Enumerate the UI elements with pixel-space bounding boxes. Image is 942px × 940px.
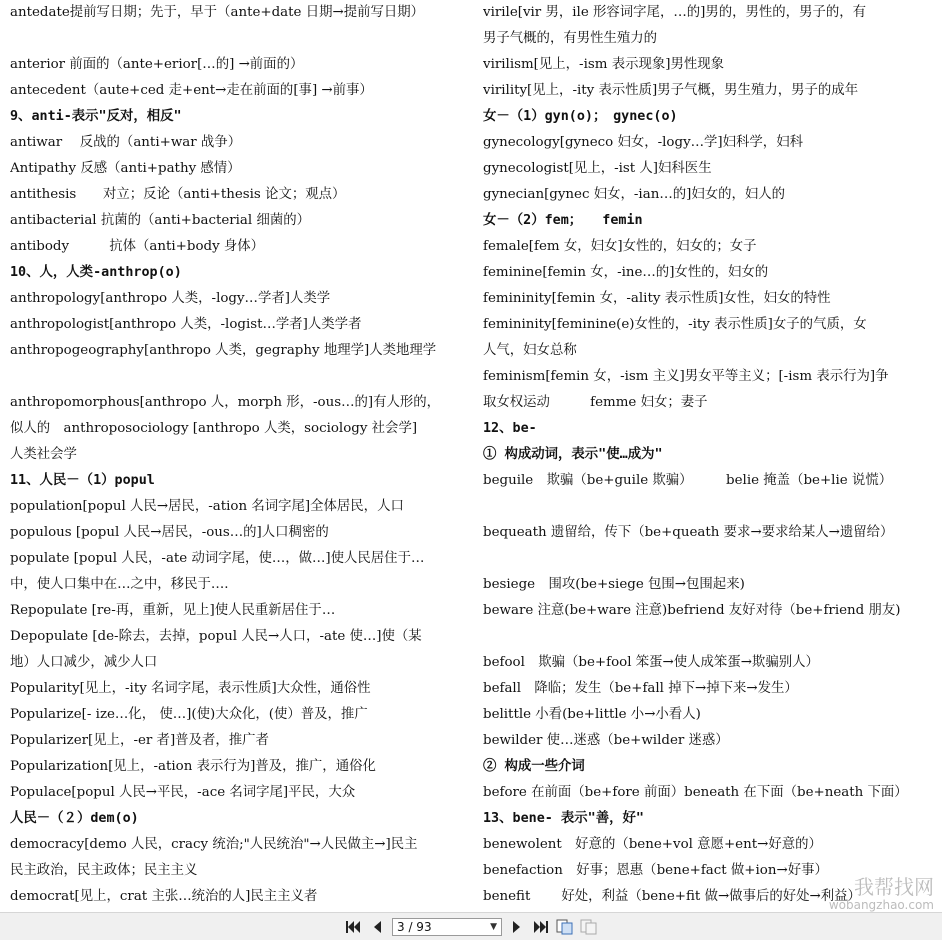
right-column-line: gynecology[gyneco 妇女，-logy…学]妇科学，妇科 [483, 135, 803, 150]
first-page-icon[interactable] [344, 917, 362, 937]
left-column-line: antiwar 反战的（anti+war 战争） [10, 135, 242, 150]
right-column-line: bequeath 遗留给，传下（be+queath 要求→要求给某人→遗留给） [483, 525, 894, 540]
left-column-line: Popularization[见上，-ation 表示行为]普及，推广，通俗化 [10, 759, 376, 774]
page-number-select[interactable] [392, 918, 502, 936]
watermark-url: wobangzhao.com [828, 898, 934, 912]
left-column [10, 0, 465, 910]
watermark [828, 875, 934, 912]
right-column-line: 13、bene- 表示"善，好" [483, 811, 644, 826]
left-column-line: populate [popul 人民，-ate 动词字尾，使…，做…]使人民居住于… [10, 551, 425, 566]
right-column [483, 0, 933, 910]
left-column-line: democracy[demo 人民，cracy 统治;"人民统治"→人民做主→]民主 [10, 837, 418, 852]
right-column-line: beguile 欺骗（be+guile 欺骗） belie 掩盖（be+lie 说慌） [483, 473, 893, 488]
right-column-line: gynecologist[见上，-ist 人]妇科医生 [483, 161, 712, 176]
left-column-line: democrat[见上，crat 主张…统治的人]民主主义者 [10, 889, 318, 904]
right-column-line: 取女权运动 femme 妇女；妻子 [483, 395, 708, 410]
right-column-line: ② 构成一些介词 [483, 759, 585, 774]
right-column-line: gynecian[gynec 妇女，-ian…的]妇女的，妇人的 [483, 187, 786, 202]
left-column-line: antecedent（aute+ced 走+ent→走在前面的[事] →前事） [10, 83, 373, 98]
left-column-line: Antipathy 反感（anti+pathy 感情） [10, 161, 241, 176]
single-page-view-icon[interactable] [556, 917, 574, 937]
right-column-line: benefaction 好事；恩惠（bene+fact 做+ion→好事） [483, 863, 828, 878]
next-page-icon[interactable] [508, 917, 526, 937]
right-column-line: belittle 小看(be+little 小→小看人) [483, 707, 701, 722]
left-column-line: anthropomorphous[anthropo 人，morph 形，-ous…的]有人形的， [10, 395, 441, 410]
left-column-line: 民主政治，民主政体；民主主义 [10, 863, 198, 878]
left-column-line: 似人的 anthroposociology [anthropo 人类，sociology 社会学] [10, 421, 418, 436]
right-column-line [483, 494, 933, 520]
left-column-line: antedate提前写日期；先于，早于（ante+date 日期→提前写日期） [10, 5, 425, 20]
left-column-line: antibacterial 抗菌的（anti+bacterial 细菌的） [10, 213, 311, 228]
two-page-view-icon[interactable] [580, 917, 598, 937]
left-column-line: population[popul 人民→居民，-ation 名词字尾]全体居民，人口 [10, 499, 404, 514]
right-column-line: feminine[femin 女，-ine…的]女性的，妇女的 [483, 265, 769, 280]
left-column-line: anthropology[anthropo 人类，-logy…学者]人类学 [10, 291, 331, 306]
right-column-line: feminism[femin 女，-ism 主义]男女平等主义；[-ism 表示行为]争 [483, 369, 889, 384]
last-page-icon[interactable] [532, 917, 550, 937]
right-column-line: benefit 好处，利益（bene+fit 做→做事后的好处→利益） [483, 889, 861, 904]
right-column-line: 女－（1）gyn(o)； gynec(o) [483, 109, 678, 124]
right-column-line: femininity[femin 女，-ality 表示性质]女性，妇女的特性 [483, 291, 831, 306]
left-column-line: Depopulate [de-除去，去掉，popul 人民→人口，-ate 使…]使（某 [10, 629, 422, 644]
right-column-line: 男子气概的，有男性生殖力的 [483, 31, 658, 46]
right-column-line: besiege 围攻(be+siege 包围→包围起来) [483, 577, 745, 592]
left-column-line: 人民－（２）dem(o) [10, 811, 139, 826]
left-column-line: 中，使人口集中在…之中，移民于…. [10, 577, 229, 592]
right-column-line: benewolent 好意的（bene+vol 意愿+ent→好意的） [483, 837, 822, 852]
left-column-line: 人类社会学 [10, 447, 77, 462]
right-column-line: femininity[feminine(e)女性的，-ity 表示性质]女子的气质，女 [483, 317, 867, 332]
watermark-text: 我帮找网 [854, 875, 934, 899]
right-column-line: virile[vir 男，ile 形容词字尾，…的]男的，男性的，男子的，有 [483, 5, 867, 20]
right-column-line: 女－（2）fem； femin [483, 213, 643, 228]
right-column-line: befool 欺骗（be+fool 笨蛋→使人成笨蛋→欺骗别人） [483, 655, 819, 670]
right-column-line: ① 构成动词，表示"使…成为" [483, 447, 663, 462]
left-column-line: Populace[popul 人民→平民，-ace 名词字尾]平民，大众 [10, 785, 356, 800]
left-column-line: Popularity[见上，-ity 名词字尾，表示性质]大众性，通俗性 [10, 681, 371, 696]
prev-page-icon[interactable] [368, 917, 386, 937]
right-column-line [483, 624, 933, 650]
left-column-line: 10、人，人类-anthrop(o) [10, 265, 182, 280]
left-column-line: 地）人口减少，减少人口 [10, 655, 158, 670]
page-indicator: 3 / 93 [397, 919, 432, 934]
page-navigation-toolbar [0, 912, 942, 940]
left-column-line: Repopulate [re-再，重新，见上]使人民重新居住于… [10, 603, 336, 618]
left-column-line: populous [popul 人民→居民，-ous…的]人口稠密的 [10, 525, 329, 540]
right-column-line: virilism[见上，-ism 表示现象]男性现象 [483, 57, 725, 72]
right-column-line: bewilder 使…迷惑（be+wilder 迷惑） [483, 733, 729, 748]
left-column-line [10, 26, 465, 52]
right-column-line: 12、be- [483, 421, 537, 436]
right-column-line [483, 546, 933, 572]
left-column-line: anthropologist[anthropo 人类，-logist…学者]人类学者 [10, 317, 362, 332]
left-column-line: anterior 前面的（ante+erior[…的] →前面的） [10, 57, 304, 72]
right-column-line: virility[见上，-ity 表示性质]男子气概，男生殖力，男子的成年 [483, 83, 859, 98]
right-column-line: beware 注意(be+ware 注意)befriend 友好对待（be+friend 朋友) [483, 603, 901, 618]
left-column-line: 11、人民－（1）popul [10, 473, 155, 488]
right-column-line: female[fem 女，妇女]女性的，妇女的；女子 [483, 239, 757, 254]
chevron-down-icon: ▼ [490, 921, 497, 932]
right-column-line: before 在前面（be+fore 前面）beneath 在下面（be+neath 下面） [483, 785, 908, 800]
left-column-line: 9、anti-表示"反对，相反" [10, 109, 182, 124]
right-column-line: befall 降临；发生（be+fall 掉下→掉下来→发生） [483, 681, 798, 696]
left-column-line: antithesis 对立；反论（anti+thesis 论文；观点） [10, 187, 346, 202]
left-column-line: anthropogeography[anthropo 人类，gegraphy 地理学]人类地理学 [10, 343, 437, 358]
left-column-line: antibody 抗体（anti+body 身体） [10, 239, 265, 254]
left-column-line: Popularizer[见上，-er 者]普及者，推广者 [10, 733, 269, 748]
left-column-line [10, 364, 465, 390]
right-column-line: 人气，妇女总称 [483, 343, 577, 358]
left-column-line: Popularize[- ize…化， 使…](使)大众化，(使）普及，推广 [10, 707, 368, 722]
